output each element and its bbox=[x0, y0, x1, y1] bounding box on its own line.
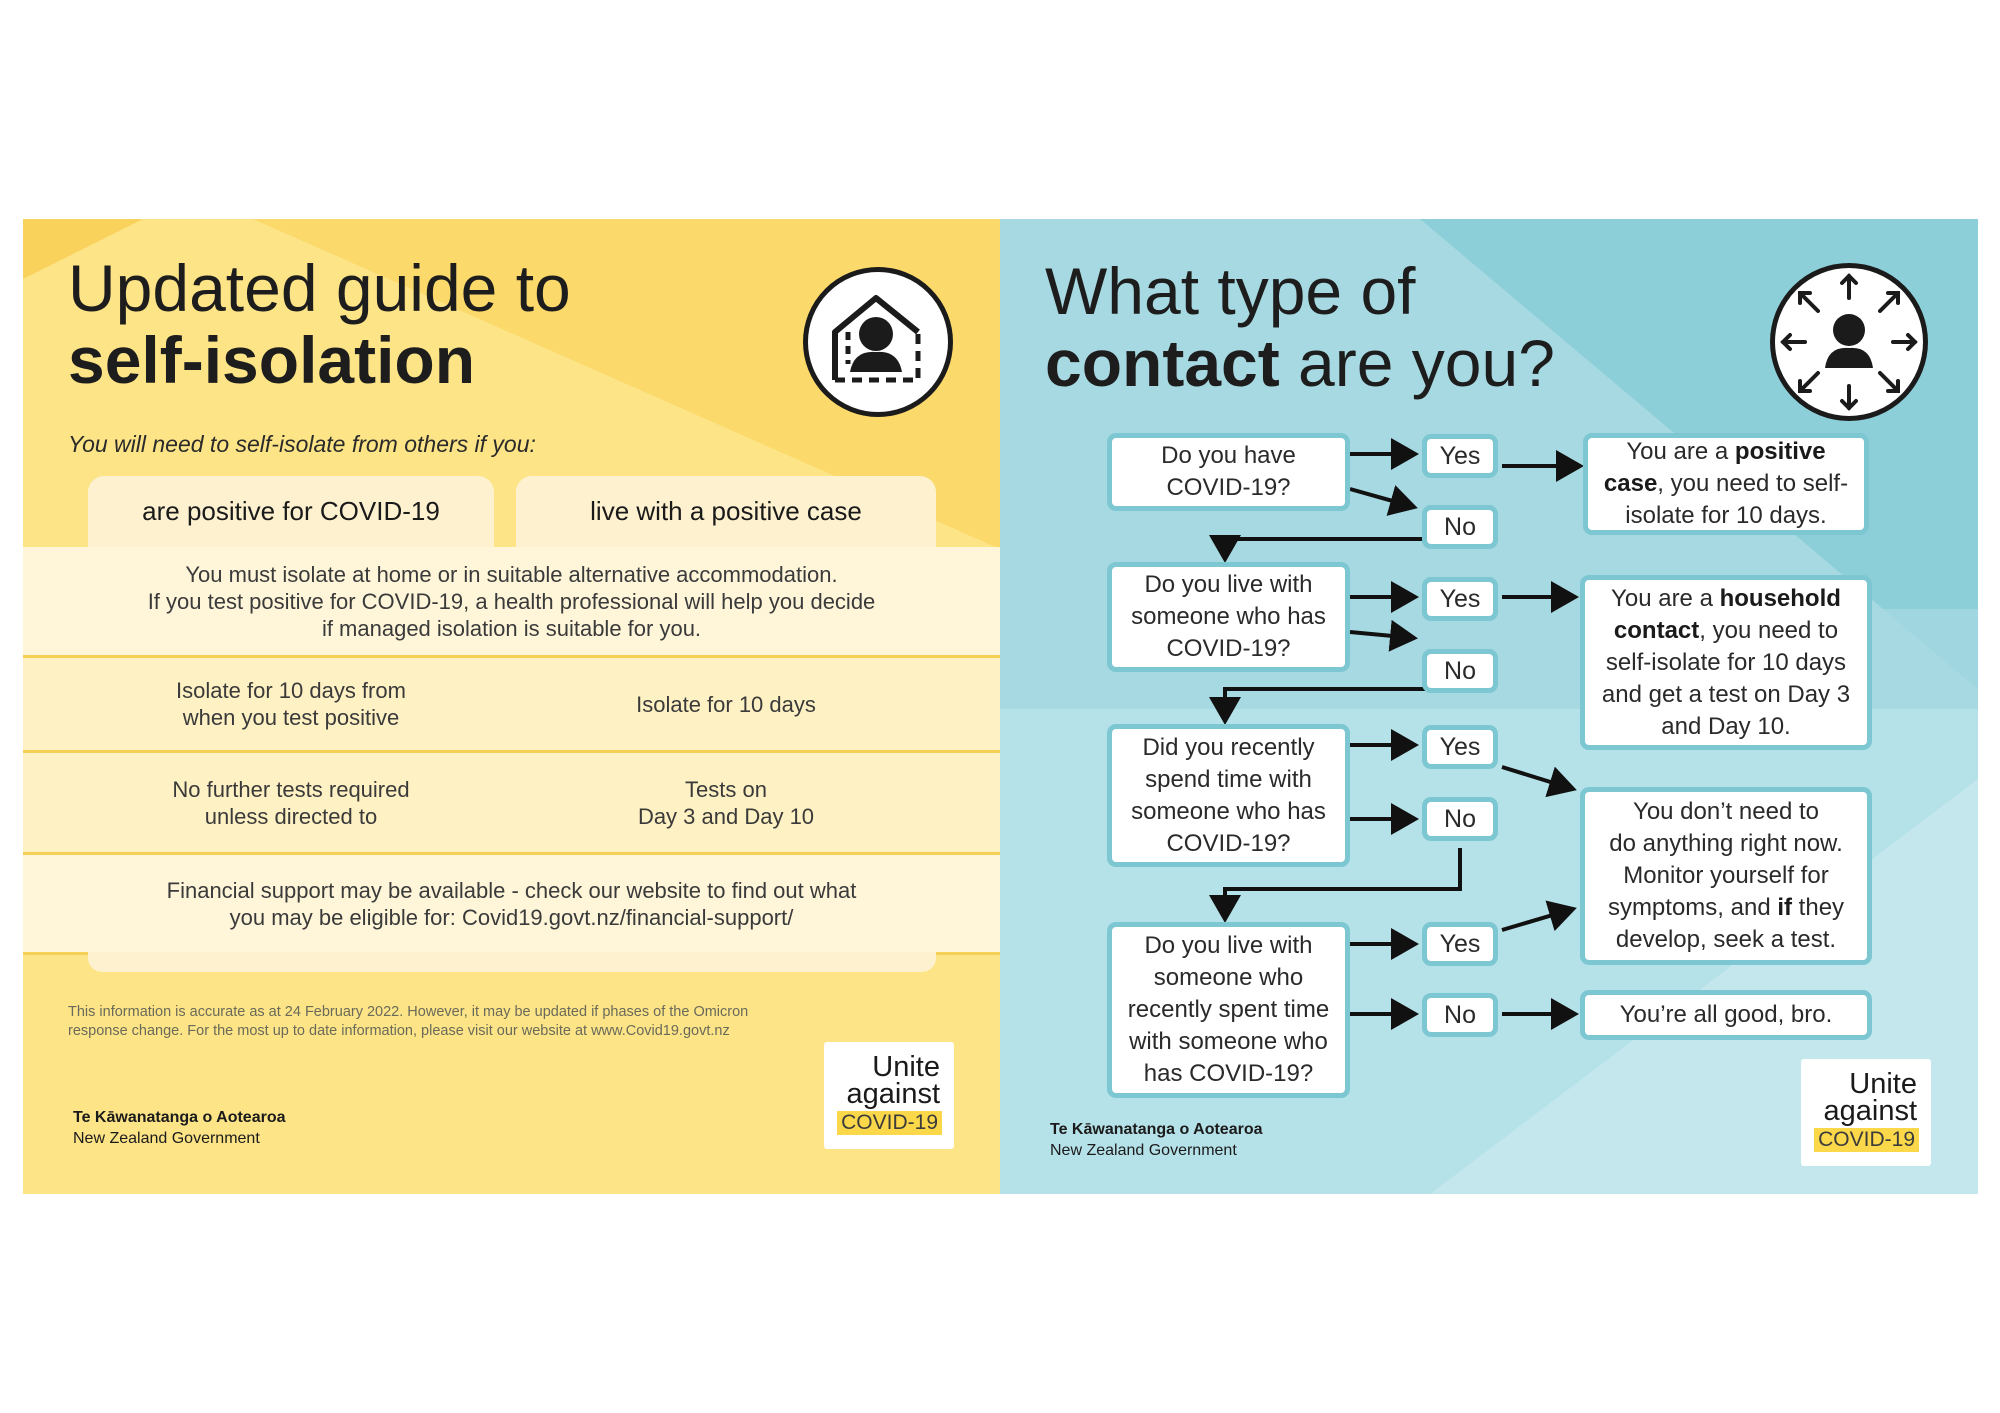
outcome-bold: household contact bbox=[1613, 584, 1841, 644]
title-bold-word: contact bbox=[1045, 326, 1280, 400]
outcome-post: , you need to self- isolate for 10 days. bbox=[1625, 470, 1849, 529]
house-person-icon bbox=[803, 267, 953, 417]
accommodation-line-3: if managed isolation is suitable for you. bbox=[321, 615, 702, 641]
testing-row bbox=[23, 753, 1000, 852]
against-word: against bbox=[1823, 1095, 1917, 1127]
testing-positive: No further tests required unless directed to bbox=[172, 776, 410, 829]
unite-word: Unite bbox=[1849, 1068, 1917, 1100]
answer-no: No bbox=[1422, 505, 1498, 549]
contact-type-panel bbox=[1000, 219, 1978, 1194]
testing-household: Tests on Day 3 and Day 10 bbox=[637, 776, 815, 829]
outcome-bold: positive case bbox=[1603, 438, 1826, 497]
accommodation-line-2: If you test positive for COVID-19, a health professional will help you decide bbox=[147, 588, 876, 614]
answer-yes: Yes bbox=[1422, 725, 1498, 769]
card-bottom bbox=[88, 952, 936, 972]
isolation-period-household: Isolate for 10 days bbox=[636, 691, 816, 717]
question-have-covid: Do you have COVID-19? bbox=[1107, 433, 1350, 511]
financial-support-note bbox=[23, 855, 1000, 952]
government-english-name: New Zealand Government bbox=[73, 1130, 260, 1147]
government-logo bbox=[73, 1107, 286, 1149]
title-rest: are you? bbox=[1279, 326, 1555, 400]
government-logo bbox=[1050, 1119, 1263, 1161]
answer-yes: Yes bbox=[1422, 434, 1498, 478]
outcome-pre: You don’t need to do anything right now. Monitor yourself for symptoms, and bbox=[1607, 798, 1843, 921]
government-maori-name: Te Kāwanatanga o Aotearoa bbox=[73, 1109, 286, 1126]
financial-line-2: you may be eligible for: Covid19.govt.nz/financial-support/ bbox=[229, 904, 794, 930]
accommodation-note bbox=[23, 547, 1000, 655]
intro-text: You will need to self-isolate from others if you: bbox=[68, 431, 536, 457]
title-line-2: self-isolation bbox=[68, 323, 476, 397]
column-header-positive: are positive for COVID-19 bbox=[88, 476, 494, 547]
answer-yes: Yes bbox=[1422, 577, 1498, 621]
self-isolation-panel bbox=[23, 219, 1000, 1194]
disclaimer bbox=[68, 1003, 868, 1041]
outcome-bold: if bbox=[1777, 894, 1793, 921]
answer-yes: Yes bbox=[1422, 922, 1498, 966]
answer-no: No bbox=[1422, 993, 1498, 1037]
answer-no: No bbox=[1422, 797, 1498, 841]
title-line-1: What type of bbox=[1045, 254, 1416, 328]
unite-against-covid-logo bbox=[824, 1042, 954, 1149]
outcome-pre: You are a bbox=[1626, 438, 1735, 465]
government-maori-name: Te Kāwanatanga o Aotearoa bbox=[1050, 1121, 1263, 1138]
covid-badge: COVID-19 bbox=[837, 1111, 942, 1135]
outcome-post: they develop, seek a test. bbox=[1615, 894, 1845, 953]
financial-line-1: Financial support may be available - check our website to find out what bbox=[166, 877, 857, 903]
government-english-name: New Zealand Government bbox=[1050, 1142, 1237, 1159]
unite-word: Unite bbox=[872, 1051, 940, 1083]
outcome-pre: You are a bbox=[1611, 584, 1720, 612]
disclaimer-line-2: response change. For the most up to date information, please visit our website at www.Covid19.govt.nz bbox=[68, 1023, 730, 1039]
against-word: against bbox=[846, 1078, 940, 1110]
accommodation-line-1: You must isolate at home or in suitable alternative accommodation. bbox=[185, 561, 838, 587]
outcome-monitor-symptoms bbox=[1580, 787, 1872, 965]
outcome-post: , you need to self-isolate for 10 days and get a test on Day 3 and Day 10. bbox=[1601, 616, 1851, 740]
outcome-positive-case bbox=[1583, 433, 1869, 535]
isolation-period-positive: Isolate for 10 days from when you test positive bbox=[176, 678, 406, 730]
covid-badge: COVID-19 bbox=[1814, 1128, 1919, 1152]
outcome-all-good: You’re all good, bro. bbox=[1580, 990, 1872, 1040]
column-header-household: live with a positive case bbox=[516, 476, 936, 547]
outcome-household-contact bbox=[1580, 575, 1872, 750]
question-spent-time-with-case: Did you recently spend time with someone who has COVID-19? bbox=[1107, 724, 1350, 867]
unite-against-covid-logo bbox=[1801, 1059, 1931, 1166]
page-title bbox=[68, 252, 571, 396]
disclaimer-line-1: This information is accurate as at 24 February 2022. However, it may be updated if phases of the Omicron bbox=[68, 1004, 749, 1020]
isolation-period-row bbox=[23, 658, 1000, 750]
question-live-with-contact: Do you live with someone who recently spent time with someone who has COVID-19? bbox=[1107, 922, 1350, 1098]
question-live-with-case: Do you live with someone who has COVID-19? bbox=[1107, 562, 1350, 672]
title-line-1: Updated guide to bbox=[68, 251, 571, 325]
answer-no: No bbox=[1422, 649, 1498, 693]
